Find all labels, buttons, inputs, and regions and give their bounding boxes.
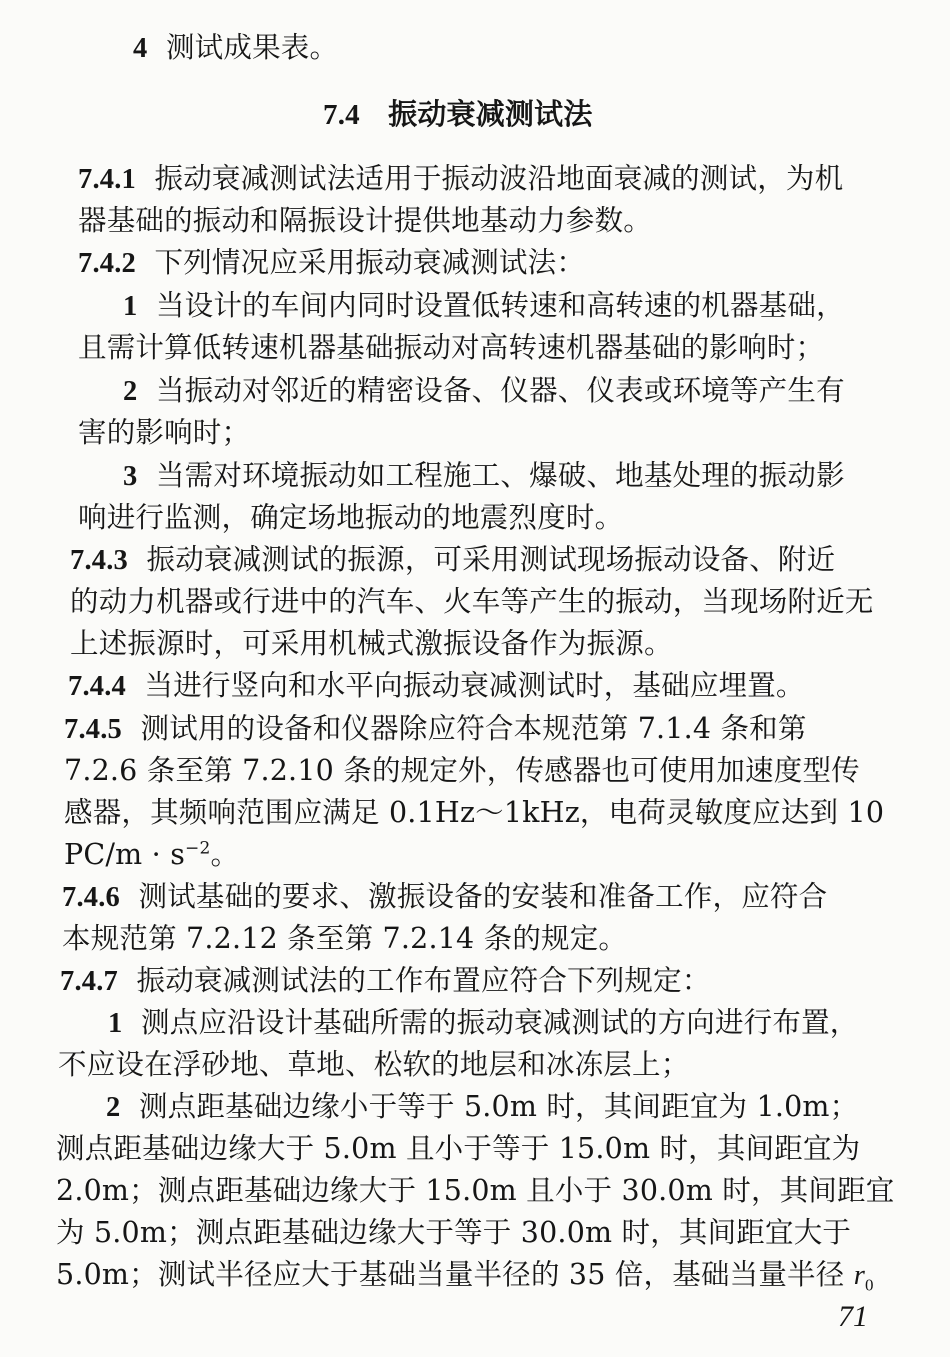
list-item: 2 测点距基础边缘小于等于 5.0m 时，其间距宜为 1.0m； bbox=[106, 1090, 859, 1123]
section-title: 振动衰减测试法 bbox=[388, 97, 593, 131]
clause-text-line: 害的影响时； bbox=[78, 416, 251, 449]
clause-7-4-2: 7.4.2 下列情况应采用振动衰减测试法： bbox=[78, 246, 586, 279]
clause-text-line: 2.0m；测点距基础边缘大于 15.0m 且小于 30.0m 时，其间距宜 bbox=[56, 1174, 895, 1207]
clause-7-4-5: 7.4.5 测试用的设备和仪器除应符合本规范第 7.1.4 条和第 bbox=[64, 712, 807, 745]
clause-7-4-3: 7.4.3 振动衰减测试的振源，可采用测试现场振动设备、附近 bbox=[70, 543, 836, 576]
clause-text-line: 测点距基础边缘大于 5.0m 且小于等于 15.0m 时，其间距宜为 bbox=[56, 1132, 861, 1165]
unit-line: $PC/m \cdot s^{-2}$。 bbox=[64, 838, 240, 871]
list-item: 3 当需对环境振动如工程施工、爆破、地基处理的振动影 bbox=[123, 459, 845, 492]
list-item: 2 当振动对邻近的精密设备、仪器、仪表或环境等产生有 bbox=[123, 374, 845, 407]
section-number: 7.4 bbox=[323, 99, 360, 131]
clause-text-line: 感器，其频响范围应满足 0.1Hz～1kHz，电荷灵敏度应达到 10 bbox=[64, 796, 885, 829]
equivalent-radius-symbol: $r_0$ bbox=[853, 1260, 874, 1295]
section-heading bbox=[323, 94, 593, 135]
clause-7-4-6: 7.4.6 测试基础的要求、激振设备的安装和准备工作，应符合 bbox=[62, 880, 828, 913]
list-item: 1 当设计的车间内同时设置低转速和高转速的机器基础， bbox=[123, 289, 845, 322]
clause-text-line: 7.2.6 条至第 7.2.10 条的规定外，传感器也可使用加速度型传 bbox=[64, 754, 860, 787]
clause-7-4-7: 7.4.7 振动衰减测试法的工作布置应符合下列规定： bbox=[60, 964, 711, 997]
clause-text-line: 上述振源时，可采用机械式激振设备作为振源。 bbox=[70, 627, 673, 660]
clause-7-4-1: 7.4.1 振动衰减测试法适用于振动波沿地面衰减的测试，为机 bbox=[78, 162, 844, 195]
page-number: 71 bbox=[838, 1300, 868, 1333]
clause-7-4-4: 7.4.4 当进行竖向和水平向振动衰减测试时，基础应埋置。 bbox=[68, 669, 805, 702]
clause-text-line: 且需计算低转速机器基础振动对高转速机器基础的影响时； bbox=[78, 331, 825, 364]
clause-text-line: 响进行监测，确定场地振动的地震烈度时。 bbox=[78, 501, 624, 534]
prev-item-text: 测试成果表。 bbox=[165, 31, 339, 64]
clause-text-line: 为 5.0m；测点距基础边缘大于等于 30.0m 时，其间距宜大于 bbox=[56, 1216, 852, 1249]
clause-text-line: 5.0m；测试半径应大于基础当量半径的 35 倍，基础当量半径 $r_0$ bbox=[56, 1258, 874, 1295]
list-item: 1 测点应沿设计基础所需的振动衰减测试的方向进行布置， bbox=[108, 1006, 859, 1039]
prev-item: 4 测试成果表。 bbox=[133, 31, 339, 64]
clause-text-line: 本规范第 7.2.12 条至第 7.2.14 条的规定。 bbox=[62, 922, 628, 955]
clause-text-line: 器基础的振动和隔振设计提供地基动力参数。 bbox=[78, 204, 653, 237]
clause-text-line: 不应设在浮砂地、草地、松软的地层和冰冻层上； bbox=[58, 1048, 690, 1081]
clause-text-line: 的动力机器或行进中的汽车、火车等产生的振动，当现场附近无 bbox=[70, 585, 874, 618]
